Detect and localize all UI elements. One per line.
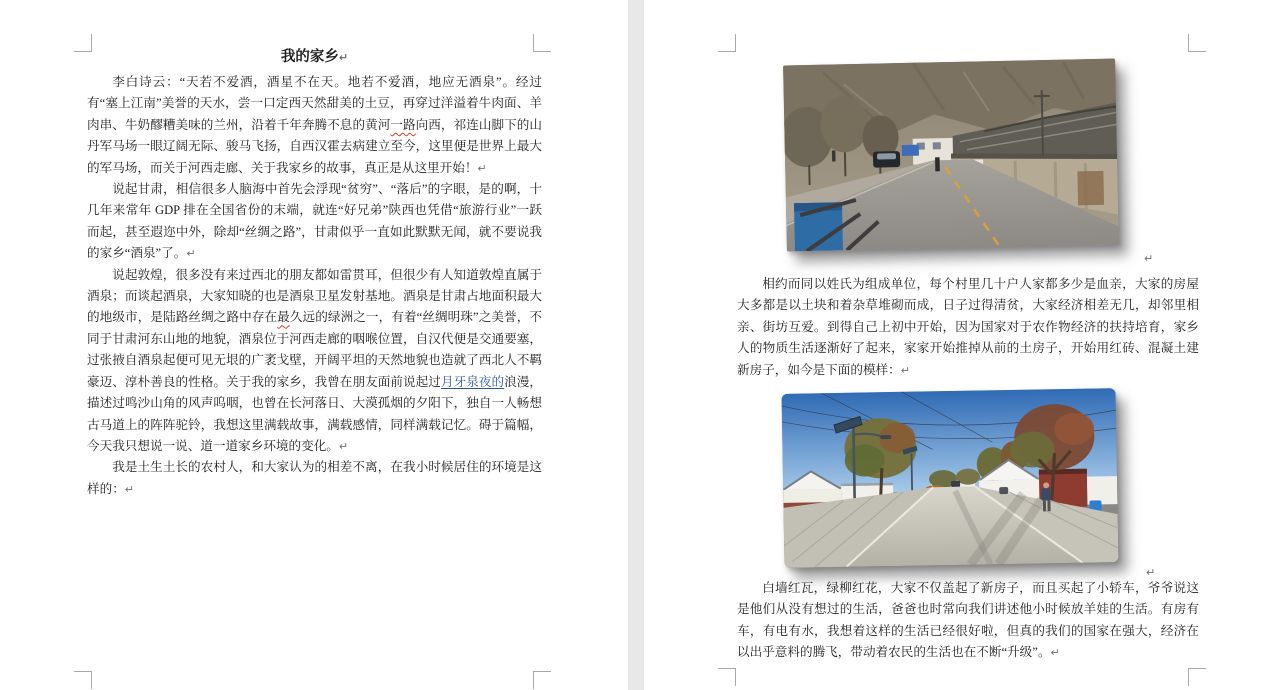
margin-crop-mark bbox=[1188, 34, 1206, 52]
margin-crop-mark bbox=[1188, 668, 1206, 686]
paragraph-mark-icon: ↵ bbox=[1146, 566, 1156, 579]
page2-paragraph-2[interactable]: 白墙红瓦，绿柳红花，大家不仅盖起了新房子，而且买起了小轿车，爷爷说这是他们从没有想过的生活，爸爸也时常向我们讲述他小时候放羊娃的生活。有房有车，有电有水，我想着这样的生活已经很好啦，但真的我们的国家在强大，经济在以出乎意料的腾飞，带动着农民的生活也在不断“升级”。↵ bbox=[737, 581, 1199, 660]
page1-body-text[interactable] bbox=[87, 72, 542, 500]
embedded-photo-new-village[interactable] bbox=[782, 388, 1119, 568]
margin-crop-mark bbox=[533, 671, 551, 689]
page-gap bbox=[628, 0, 644, 690]
paragraph-mark-icon: ↵ bbox=[338, 51, 349, 64]
document-title bbox=[87, 44, 542, 71]
paragraph-mark-icon: ↵ bbox=[186, 247, 196, 261]
title-text: 我的家乡 bbox=[280, 49, 339, 65]
paragraph-3: 说起敦煌，很多没有来过西北的朋友都如雷贯耳，但很少有人知道敦煌直属于酒泉；而谈起酒泉，大家知晓的也是酒泉卫星发射基地。酒泉是甘肃占地面积最大的地级市，是陆路丝绸之路中存在最久远的绿洲之一，有着“丝绸明珠”之美誉，不同于甘肃河东山地的地貌，酒泉位于河西走廊的咽喉位置，自汉代便是交通要塞，过张掖自酒泉起便可见无垠的广袤戈壁，开阔平坦的天然地貌也造就了西北人不羁豪迈、淳朴善良的性格。关于我的家乡，我曾在朋友面前说起过月牙泉夜的浪漫，描述过鸣沙山角的风声呜咽，也曾在长河落日、大漠孤烟的夕阳下，独自一人畅想古马道上的阵阵驼铃，我想这里满载故事，满载感情，同样满载记忆。碍于篇幅，今天我只想说一说、道一道家乡环境的变化。↵ bbox=[87, 267, 543, 453]
old-village-street-illustration bbox=[783, 59, 1119, 252]
document-page-1[interactable] bbox=[0, 0, 628, 690]
paragraph-mark-icon: ↵ bbox=[1144, 252, 1154, 265]
document-page-2[interactable] bbox=[644, 0, 1269, 690]
margin-crop-mark bbox=[74, 671, 92, 689]
margin-crop-mark bbox=[718, 668, 736, 686]
paragraph-4: 我是土生土长的农村人，和大家认为的相差不离，在我小时候居住的环境是这样的：↵ bbox=[87, 460, 542, 496]
margin-crop-mark bbox=[718, 34, 736, 52]
new-village-street-illustration bbox=[782, 388, 1119, 568]
spellcheck-underline: 一路 bbox=[390, 117, 416, 132]
page2-paragraph-1[interactable]: 相约而同以姓氏为组成单位，每个村里几十户人家都多少是血亲，大家的房屋大多都是以土块和着杂草堆砌而成，日子过得清贫，大家经济相差无几，却邻里相亲、街坊互爱。到得自己上初中开始，因为国家对于农作物经济的扶持培育，家乡人的物质生活逐渐好了起来，家家开始推掉从前的土房子，开始用红砖、混凝土建新房子，如今是下面的模样：↵ bbox=[737, 277, 1199, 377]
paragraph-1: 李白诗云：“天若不爱酒，酒星不在天。地若不爱酒，地应无酒泉”。经过有“塞上江南”美誉的天水，尝一口定西天然甜美的土豆，再穿过洋溢着牛肉面、羊肉串、牛奶醪糟美味的兰州，沿着千年奔腾不息的黄河一路向西，祁连山脚下的山丹军马场一眼辽阔无际、骏马飞扬，自西汉霍去病建立至今，这里便是世界上最大的军马场，而关于河西走廊、关于我家乡的故事，真正是从这里开始！↵ bbox=[87, 75, 543, 175]
paragraph-mark-icon: ↵ bbox=[338, 439, 349, 453]
paragraph-2: 说起甘肃，相信很多人脑海中首先会浮现“贫穷”、“落后”的字眼，是的啊，十几年来常年 GDP 排在全国省份的末端，就连“好兄弟”陕西也凭借“旅游行业”一跃而起，甚至遐迩中外，除却“丝绸之路”，甘肃似乎一直如此默默无闻，就不要说我的家乡“酒泉”了。↵ bbox=[87, 182, 542, 261]
paragraph-mark-icon: ↵ bbox=[124, 482, 134, 496]
embedded-photo-old-village[interactable] bbox=[783, 59, 1119, 252]
hyperlink-yueyaquan[interactable]: 月牙泉夜的 bbox=[440, 374, 505, 389]
paragraph-mark-icon: ↵ bbox=[900, 363, 910, 377]
spellcheck-underline: 最 bbox=[277, 310, 290, 325]
paragraph-mark-icon: ↵ bbox=[1050, 646, 1060, 660]
paragraph-mark-icon: ↵ bbox=[477, 161, 487, 175]
